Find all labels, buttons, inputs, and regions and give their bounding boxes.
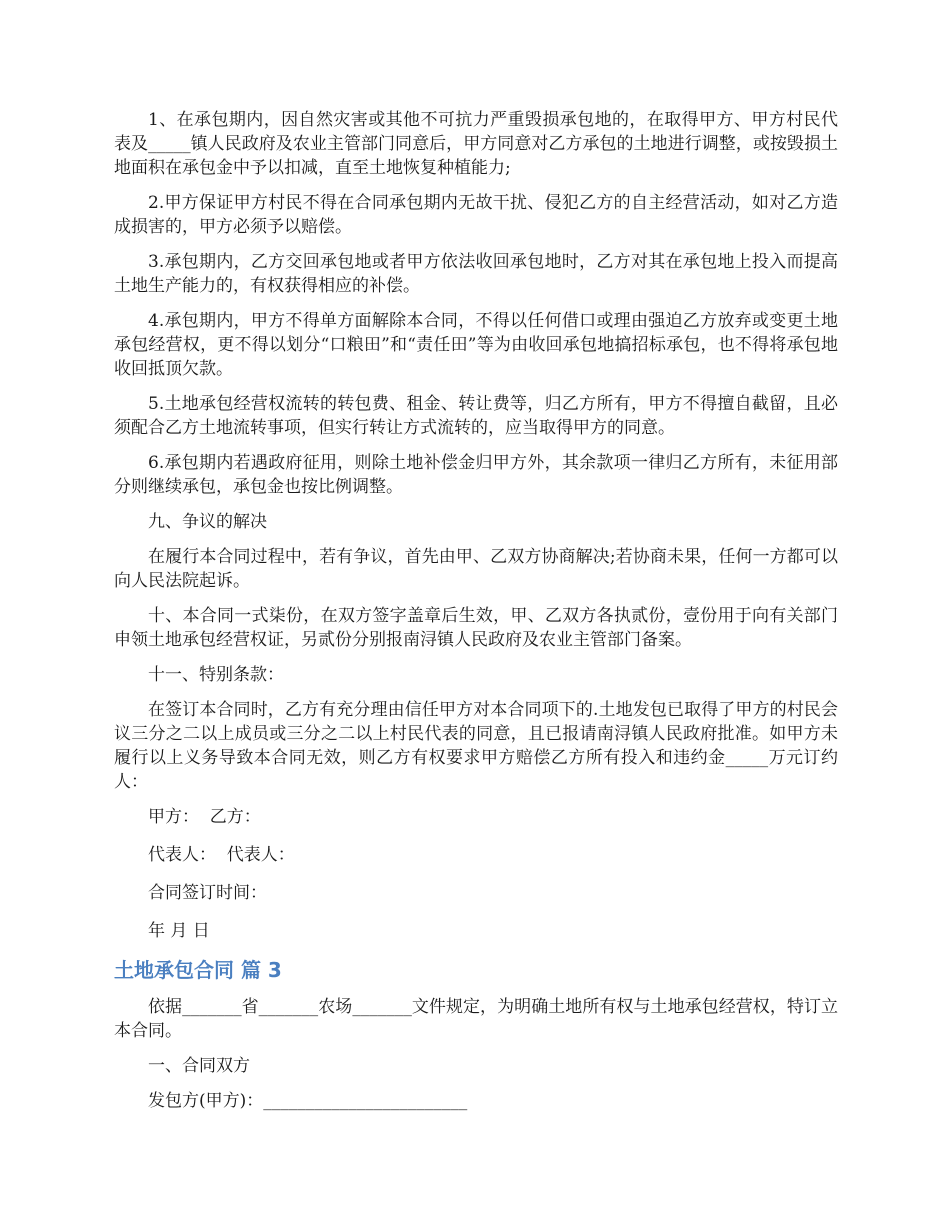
copies-clause: 十、本合同一式柒份，在双方签字盖章后生效，甲、乙双方各执贰份，壹份用于向有关部门申领土地承包经营权证，另贰份分别报南浔镇人民政府及农业主管部门备案。 bbox=[114, 606, 838, 650]
signing-time-line: 合同签订时间： bbox=[148, 883, 267, 903]
representatives-line: 代表人： 代表人： bbox=[148, 845, 295, 865]
clause-6: 6.承包期内若遇政府征用，则除土地补偿金归甲方外，其余款项一律归乙方所有，未征用部分则继续承包，承包金也按比例调整。 bbox=[114, 453, 838, 497]
clause-3: 3.承包期内，乙方交回承包地或者甲方依法收回承包地时，乙方对其在承包地上投入而提高土地生产能力的，有权获得相应的补偿。 bbox=[114, 252, 838, 296]
section-dispute-title: 九、争议的解决 bbox=[148, 512, 267, 532]
clause-1: 1、在承包期内，因自然灾害或其他不可抗力严重毁损承包地的，在取得甲方、甲方村民代表及_____镇人民政府及农业主管部门同意后，甲方同意对乙方承包的土地进行调整，或按毁损土地面积在承包金中予以扣减，直至土地恢复种植能力; bbox=[114, 110, 838, 178]
clause-5: 5.土地承包经营权流转的转包费、租金、转让费等，归乙方所有，甲方不得擅自截留，且必须配合乙方土地流转事项，但实行转让方式流转的，应当取得甲方的同意。 bbox=[114, 394, 838, 438]
clause-4: 4.承包期内，甲方不得单方面解除本合同，不得以任何借口或理由强迫乙方放弃或变更土地承包经营权，更不得以划分“口粮田”和“责任田”等为由收回承包地搞招标承包，也不得将承包地收回抵顶欠款。 bbox=[114, 311, 838, 379]
special-terms-title: 十一、特别条款： bbox=[148, 665, 284, 685]
basis-paragraph: 依据_______省_______农场_______文件规定，为明确土地所有权与土地承包经营权，特订立本合同。 bbox=[114, 997, 838, 1041]
party-a-line: 发包方(甲方)：________________________ bbox=[148, 1091, 468, 1111]
parties-title: 一、合同双方 bbox=[148, 1056, 250, 1076]
section-heading: 土地承包合同 篇 3 bbox=[114, 958, 282, 982]
date-line: 年 月 日 bbox=[148, 921, 210, 941]
special-terms-text: 在签订本合同时，乙方有充分理由信任甲方对本合同项下的.土地发包已取得了甲方的村民会议三分之二以上成员或三分之二以上村民代表的同意，且已报请南浔镇人民政府批准。如甲方未履行以上义务导致本合同无效，则乙方有权要求甲方赔偿乙方所有投入和违约金_____万元订约人： bbox=[114, 700, 838, 792]
signatories-line: 甲方： 乙方： bbox=[148, 807, 261, 827]
clause-2: 2.甲方保证甲方村民不得在合同承包期内无故干扰、侵犯乙方的自主经营活动，如对乙方造成损害的，甲方必须予以赔偿。 bbox=[114, 193, 838, 237]
dispute-text: 在履行本合同过程中，若有争议，首先由甲、乙双方协商解决;若协商未果，任何一方都可以向人民法院起诉。 bbox=[114, 547, 838, 591]
document-page bbox=[114, 108, 838, 1124]
